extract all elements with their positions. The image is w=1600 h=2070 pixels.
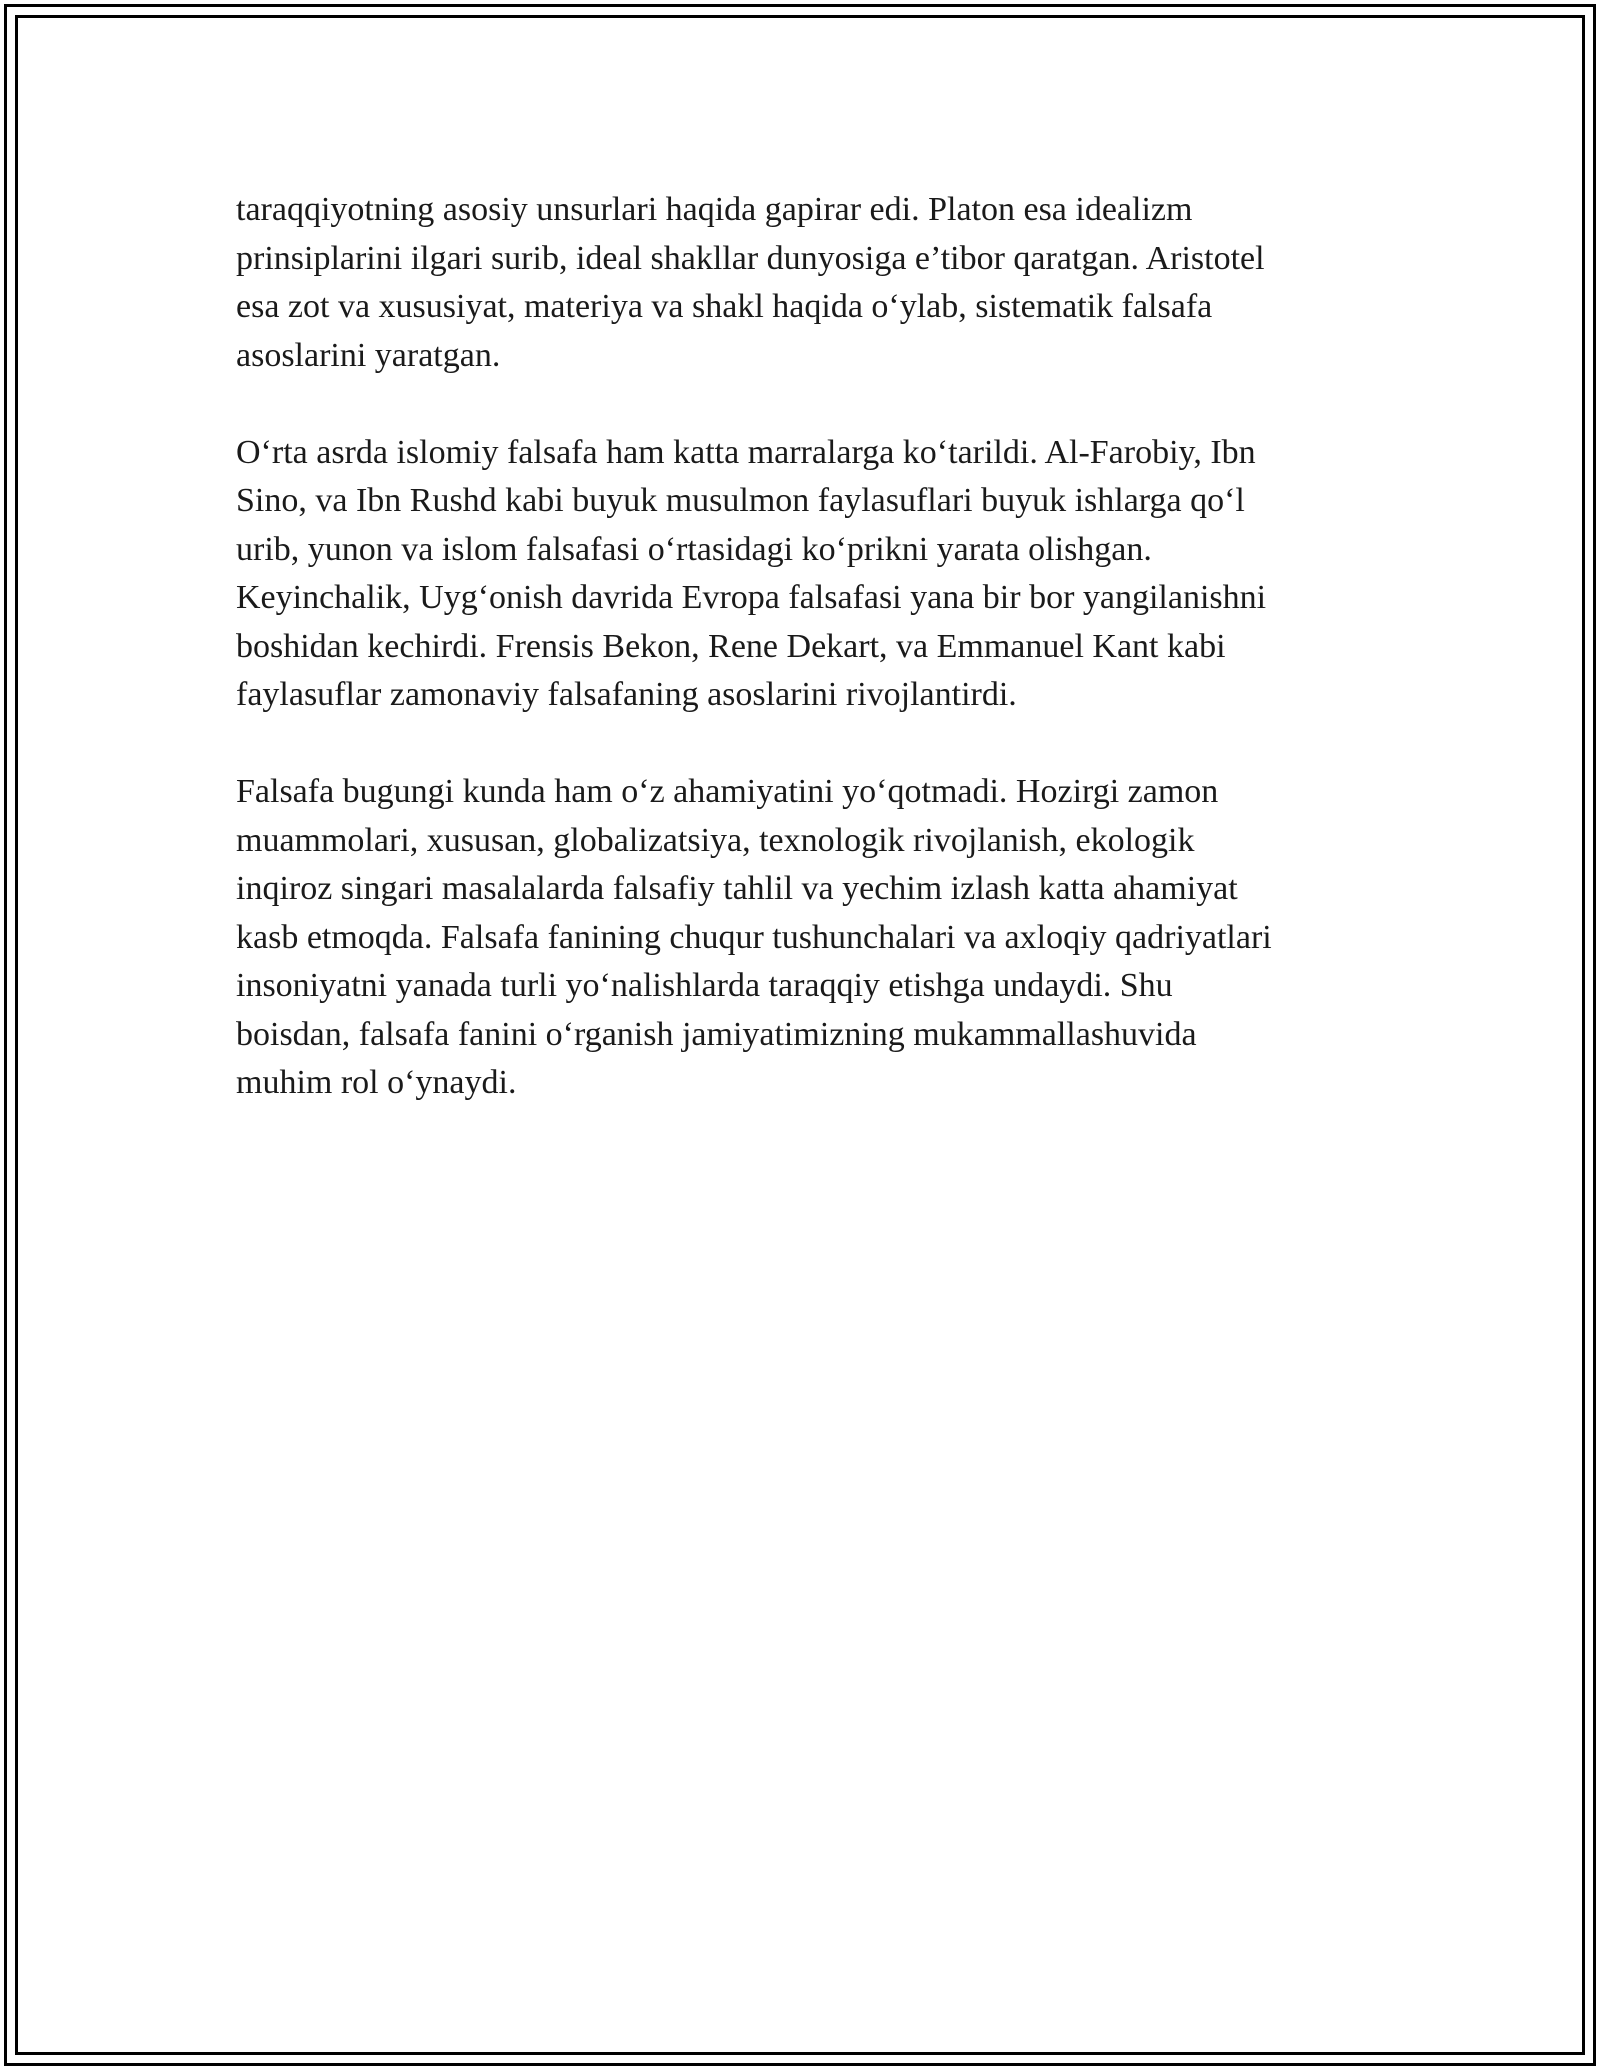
text-line: prinsiplarini ilgari surib, ideal shakllar dunyosiga e’tibor qaratgan. Aristotel [236, 239, 1265, 277]
text-line: boshidan kechirdi. Frensis Bekon, Rene Dekart, va Emmanuel Kant kabi [236, 627, 1226, 665]
text-line: asoslarini yaratgan. [236, 336, 501, 374]
text-line: esa zot va xususiyat, materiya va shakl haqida o‘ylab, sistematik falsafa [236, 288, 1213, 325]
text-line: insoniyatni yanada turli yo‘nalishlarda taraqqiy etishga undaydi. Shu [236, 967, 1173, 1004]
paragraph-1 [236, 186, 1376, 380]
text-line: taraqqiyotning asosiy unsurlari haqida gapirar edi. Platon esa idealizm [236, 191, 1193, 228]
paragraph-2 [236, 429, 1376, 720]
text-line: muammolari, xususan, globalizatsiya, texnologik rivojlanish, ekologik [236, 821, 1195, 859]
document-body [236, 186, 1376, 1156]
text-line: kasb etmoqda. Falsafa fanining chuqur tushunchalari va axloqiy qadriyatlari [236, 918, 1272, 956]
text-line: Keyinchalik, Uyg‘onish davrida Evropa falsafasi yana bir bor yangilanishni [236, 579, 1267, 616]
text-line: boisdan, falsafa fanini o‘rganish jamiyatimizning mukammallashuvida [236, 1015, 1197, 1053]
text-line: Sino, va Ibn Rushd kabi buyuk musulmon faylasuflari buyuk ishlarga qo‘l [236, 482, 1245, 519]
text-line: inqiroz singari masalalarda falsafiy tahlil va yechim izlash katta ahamiyat [236, 870, 1238, 907]
text-line: faylasuflar zamonaviy falsafaning asoslarini rivojlantirdi. [236, 676, 1017, 713]
text-line: muhim rol o‘ynaydi. [236, 1064, 517, 1101]
paragraph-3 [236, 768, 1376, 1108]
text-line: urib, yunon va islom falsafasi o‘rtasidagi ko‘prikni yarata olishgan. [236, 530, 1152, 568]
text-line: O‘rta asrda islomiy falsafa ham katta marralarga ko‘tarildi. Al-Farobiy, Ibn [236, 433, 1256, 471]
text-line: Falsafa bugungi kunda ham o‘z ahamiyatini yo‘qotmadi. Hozirgi zamon [236, 773, 1219, 810]
